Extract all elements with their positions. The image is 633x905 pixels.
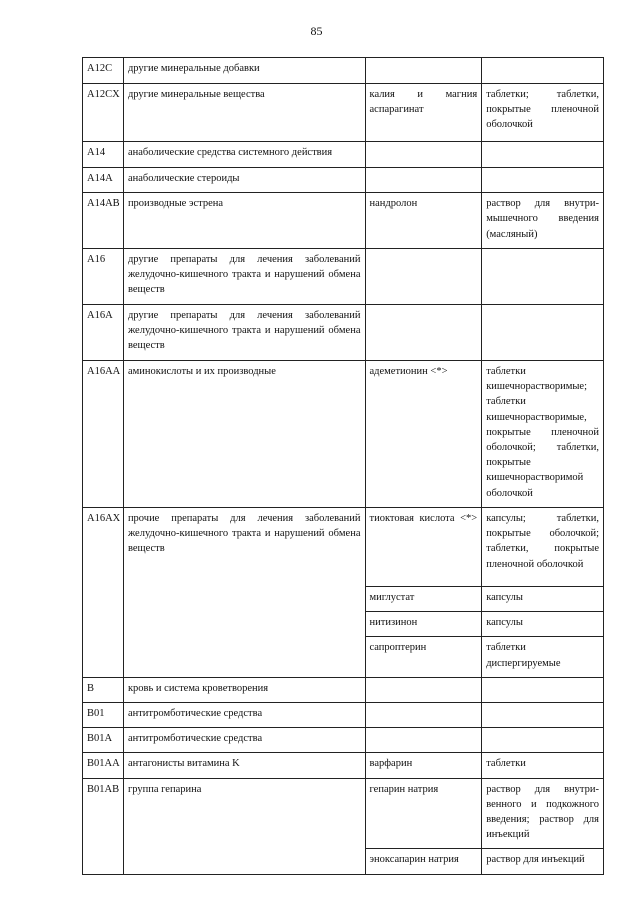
drug-name bbox=[365, 248, 482, 304]
dosage-form bbox=[482, 702, 604, 727]
drug-name: адеметионин <*> bbox=[365, 360, 482, 507]
atc-code: B bbox=[83, 677, 124, 702]
group-name: группа гепарина bbox=[123, 778, 365, 874]
drug-name bbox=[365, 142, 482, 168]
drug-name: сапроптерин bbox=[365, 637, 482, 677]
dosage-form: раствор для внутри-мышечного введения (масляный) bbox=[482, 193, 604, 249]
dosage-form bbox=[482, 304, 604, 360]
table-row bbox=[83, 677, 604, 702]
atc-code: A14 bbox=[83, 142, 124, 168]
drug-name bbox=[365, 168, 482, 193]
dosage-form bbox=[482, 248, 604, 304]
table-row bbox=[83, 507, 604, 586]
drug-name: калия и магния аспарагинат bbox=[365, 84, 482, 142]
group-name: другие минеральные вещества bbox=[123, 84, 365, 142]
atc-code: B01A bbox=[83, 728, 124, 753]
dosage-form: раствор для внутри-венного и подкожного введения; раствор для инъекций bbox=[482, 778, 604, 849]
table-row bbox=[83, 304, 604, 360]
atc-code: B01 bbox=[83, 702, 124, 727]
dosage-form: капсулы bbox=[482, 612, 604, 637]
atc-code: B01AA bbox=[83, 753, 124, 778]
dosage-form: таблетки кишечнорастворимые; таблетки кишечнорастворимые, покрытые пленочной оболочкой; таблетки, покрытые кишечнорастворимой оболочкой bbox=[482, 360, 604, 507]
table-row bbox=[83, 193, 604, 249]
drug-name bbox=[365, 304, 482, 360]
drug-name bbox=[365, 702, 482, 727]
atc-code: A14A bbox=[83, 168, 124, 193]
dosage-form bbox=[482, 142, 604, 168]
group-name: анаболические стероиды bbox=[123, 168, 365, 193]
table-row bbox=[83, 84, 604, 142]
group-name: другие препараты для лечения заболеваний желудочно-кишечного тракта и нарушений обмена веществ bbox=[123, 248, 365, 304]
table-row bbox=[83, 728, 604, 753]
table-row bbox=[83, 58, 604, 84]
atc-code: B01AB bbox=[83, 778, 124, 874]
dosage-form: капсулы bbox=[482, 586, 604, 611]
drug-name: нитизинон bbox=[365, 612, 482, 637]
dosage-form: раствор для инъекций bbox=[482, 849, 604, 874]
group-name: кровь и система кроветворения bbox=[123, 677, 365, 702]
drug-name: эноксапарин натрия bbox=[365, 849, 482, 874]
atc-code: A14AB bbox=[83, 193, 124, 249]
group-name: аминокислоты и их производные bbox=[123, 360, 365, 507]
group-name: другие минеральные добавки bbox=[123, 58, 365, 84]
page-number: 85 bbox=[310, 24, 323, 38]
group-name: анаболические средства системного действия bbox=[123, 142, 365, 168]
dosage-form bbox=[482, 168, 604, 193]
table-row bbox=[83, 168, 604, 193]
table-row bbox=[83, 778, 604, 849]
atc-code: A16 bbox=[83, 248, 124, 304]
group-name: производные эстрена bbox=[123, 193, 365, 249]
dosage-form bbox=[482, 58, 604, 84]
dosage-form: таблетки bbox=[482, 753, 604, 778]
drug-name bbox=[365, 728, 482, 753]
drug-name: миглустат bbox=[365, 586, 482, 611]
table-row bbox=[83, 360, 604, 507]
group-name: антитромботические средства bbox=[123, 728, 365, 753]
drug-name: нандролон bbox=[365, 193, 482, 249]
drug-name bbox=[365, 58, 482, 84]
atc-code: A16AX bbox=[83, 507, 124, 677]
drug-name: варфарин bbox=[365, 753, 482, 778]
group-name: антагонисты витамина K bbox=[123, 753, 365, 778]
dosage-form bbox=[482, 677, 604, 702]
atc-code: A12C bbox=[83, 58, 124, 84]
dosage-form: капсулы; таблетки, покрытые оболочкой; таблетки, покрытые пленочной оболочкой bbox=[482, 507, 604, 586]
atc-code: A16AA bbox=[83, 360, 124, 507]
drug-name bbox=[365, 677, 482, 702]
drug-name: тиоктовая кислота <*> bbox=[365, 507, 482, 586]
dosage-form: таблетки; таблетки, покрытые пленочной оболочкой bbox=[482, 84, 604, 142]
table-row bbox=[83, 142, 604, 168]
medication-table bbox=[82, 57, 604, 875]
atc-code: A16A bbox=[83, 304, 124, 360]
group-name: прочие препараты для лечения заболеваний желудочно-кишечного тракта и нарушений обмена веществ bbox=[123, 507, 365, 677]
dosage-form: таблетки диспергируемые bbox=[482, 637, 604, 677]
group-name: антитромботические средства bbox=[123, 702, 365, 727]
table-row bbox=[83, 753, 604, 778]
dosage-form bbox=[482, 728, 604, 753]
group-name: другие препараты для лечения заболеваний желудочно-кишечного тракта и нарушений обмена веществ bbox=[123, 304, 365, 360]
table-row bbox=[83, 248, 604, 304]
atc-code: A12CX bbox=[83, 84, 124, 142]
drug-name: гепарин натрия bbox=[365, 778, 482, 849]
table-row bbox=[83, 702, 604, 727]
